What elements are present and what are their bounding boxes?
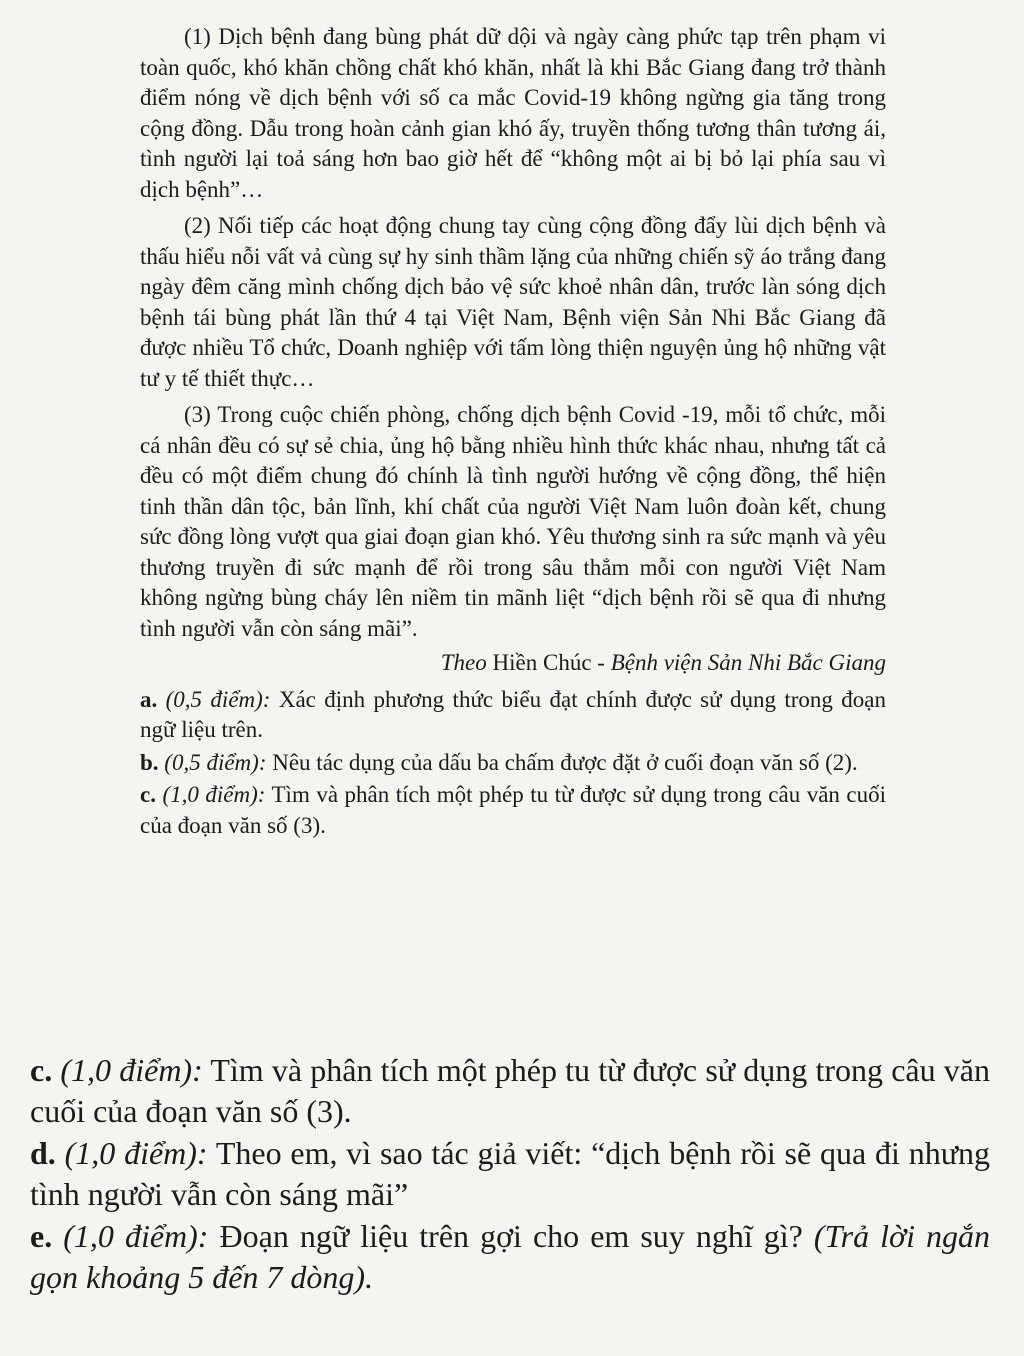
- question-text: Nêu tác dụng của dấu ba chấm được đặt ở cuối đoạn văn số (2).: [272, 749, 858, 775]
- question-text: Tìm và phân tích một phép tu từ được sử dụng trong câu văn cuối của đoạn văn số (3).: [30, 1052, 991, 1129]
- question-points: (0,5 điểm):: [164, 749, 267, 775]
- passage-paragraph-1: (1) Dịch bệnh đang bùng phát dữ dội và ngày càng phức tạp trên phạm vi toàn quốc, khó khăn chồng chất khó khăn, nhất là khi Bắc Giang đang trở thành điểm nóng về dịch bệnh với số ca mắc Covid-19 không ngừng gia tăng trong cộng đồng. Dẫu trong hoàn cảnh gian khó ấy, truyền thống tương thân tương ái, tình người lại toả sáng hơn bao giờ hết để “không một ai bị bỏ lại phía sau vì dịch bệnh”…: [140, 24, 886, 202]
- passage-paragraph-3: (3) Trong cuộc chiến phòng, chống dịch bệnh Covid -19, mỗi tổ chức, mỗi cá nhân đều có sự sẻ chia, ủng hộ bằng nhiều hình thức khác nhau, nhưng tất cả đều có một điểm chung đó chính là tình người hướng về cộng đồng, thể hiện tinh thần dân tộc, bản lĩnh, khí chất của người Việt Nam luôn đoàn kết, chung sức đồng lòng vượt qua giai đoạn gian khó. Yêu thương sinh ra sức mạnh và yêu thương truyền đi sức mạnh để rồi trong sâu thẳm mỗi con người Việt Nam không ngừng bùng cháy lên niềm tin mãnh liệt “dịch bệnh rồi sẽ qua đi nhưng tình người vẫn còn sáng mãi”.: [140, 402, 886, 641]
- source-author: Hiền Chúc -: [492, 650, 605, 675]
- question-letter: c.: [30, 1052, 53, 1088]
- scanned-page-lower: [30, 1050, 990, 1299]
- question-text: Tìm và phân tích một phép tu từ được sử dụng trong câu văn cuối của đoạn văn số (3).: [140, 782, 886, 838]
- source-org: Bệnh viện Sản Nhi Bắc Giang: [610, 650, 886, 675]
- question-points: (1,0 điểm):: [63, 1218, 209, 1254]
- question-note: (Trả lời ngắn gọn khoảng 5 đến 7 dòng).: [30, 1218, 991, 1295]
- question-points: (1,0 điểm):: [64, 1135, 208, 1171]
- question-letter: e.: [30, 1218, 53, 1254]
- source-citation: [140, 648, 886, 679]
- question-d-large: [30, 1133, 990, 1215]
- question-points: (0,5 điểm):: [165, 686, 271, 712]
- question-letter: a.: [140, 686, 158, 712]
- source-prefix: Theo: [440, 650, 487, 675]
- question-b: [140, 748, 886, 779]
- question-c: [140, 780, 886, 841]
- question-letter: b.: [140, 749, 159, 775]
- question-points: (1,0 điểm):: [162, 782, 266, 807]
- question-text: Đoạn ngữ liệu trên gợi cho em suy nghĩ gì?: [219, 1218, 803, 1254]
- question-text: Xác định phương thức biểu đạt chính được sử dụng trong đoạn ngữ liệu trên.: [140, 686, 887, 742]
- question-e-large: [30, 1216, 990, 1298]
- question-a: [140, 685, 886, 746]
- question-letter: d.: [30, 1135, 56, 1171]
- question-text: Theo em, vì sao tác giả viết: “dịch bệnh rồi sẽ qua đi nhưng tình người vẫn còn sáng mãi”: [30, 1135, 991, 1212]
- scanned-page-upper: [140, 22, 886, 843]
- question-points: (1,0 điểm):: [60, 1052, 203, 1088]
- question-c-large: [30, 1050, 990, 1132]
- passage-paragraph-2: (2) Nối tiếp các hoạt động chung tay cùng cộng đồng đẩy lùi dịch bệnh và thấu hiểu nỗi vất vả cùng sự hy sinh thầm lặng của những chiến sỹ áo trắng đang ngày đêm căng mình chống dịch bảo vệ sức khoẻ nhân dân, trước làn sóng dịch bệnh tái bùng phát lần thứ 4 tại Việt Nam, Bệnh viện Sản Nhi Bắc Giang đã được nhiều Tổ chức, Doanh nghiệp với tấm lòng thiện nguyện ủng hộ những vật tư y tế thiết thực…: [140, 213, 886, 391]
- question-letter: c.: [140, 782, 156, 807]
